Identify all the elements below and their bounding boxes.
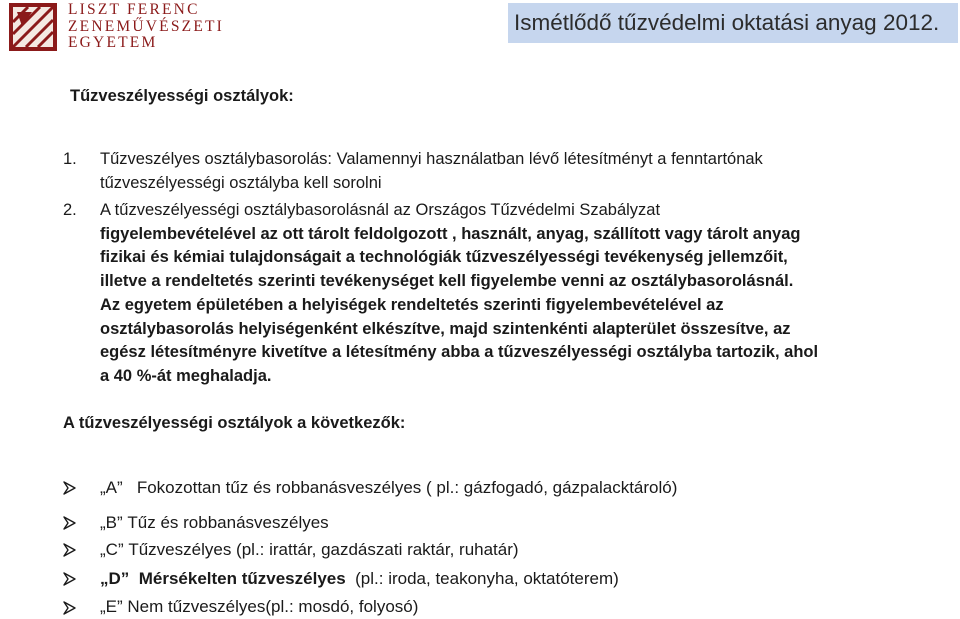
point-2-paragraph-line-1: Az egyetem épületében a helyiségek rendeltetés szerinti figyelembevételével az: [100, 296, 724, 314]
class-description-bold: Mérsékelten tűzveszélyes: [138, 569, 346, 588]
class-item-c: [100, 538, 519, 562]
class-description: Tűzveszélyes (pl.: irattár, gazdászati raktár, ruhatár): [128, 540, 519, 559]
point-2-bold-line-1: figyelembevételével az ott tárolt feldolgozott , használt, anyag, szállított vagy tárolt anyag: [100, 224, 801, 243]
university-crest-icon: [8, 2, 58, 52]
arrow-bullet-icon: [63, 481, 76, 495]
point-number-1: 1.: [63, 150, 77, 168]
arrow-bullet-icon: [63, 572, 76, 586]
point-1-line-2: tűzveszélyességi osztályba kell sorolni: [100, 173, 382, 192]
class-description: Fokozottan tűz és robbanásveszélyes ( pl.: gázfogadó, gázpalacktároló): [136, 478, 678, 497]
class-item-a: [100, 476, 677, 500]
point-2-text: [100, 199, 915, 293]
point-2-paragraph: [100, 294, 915, 388]
point-2-bold-line-2: fizikai és kémiai tulajdonságait a technológiák tűzveszélyességi tevékenység jellemzőit,: [100, 248, 788, 266]
point-number-2: 2.: [63, 201, 77, 219]
class-code: „D”: [100, 569, 130, 588]
class-item-b: [100, 511, 329, 535]
point-2-paragraph-line-4: a 40 %-át meghaladja.: [100, 366, 272, 385]
point-2-paragraph-line-2: osztálybasorolás helyiségenként elkészítve, majd szintenkénti alapterület összesítve, az: [100, 319, 791, 338]
class-item-e: [100, 595, 418, 619]
institution-name: [68, 2, 224, 52]
university-logo: [8, 2, 258, 54]
class-code: „C”: [100, 540, 124, 559]
arrow-bullet-icon: [63, 601, 76, 615]
class-description: Nem tűzveszélyes(pl.: mosdó, folyosó): [127, 597, 419, 616]
arrow-bullet-icon: [63, 516, 76, 530]
classes-heading: A tűzveszélyességi osztályok a következők:: [63, 414, 406, 432]
point-2-paragraph-line-3: egész létesítményre kivetítve a létesítmény abba a tűzveszélyességi osztályba tartozik, ahol: [100, 343, 819, 361]
class-code: „A”: [100, 478, 123, 497]
class-item-d: [100, 567, 619, 591]
class-code: „E”: [100, 597, 123, 616]
institution-line-3: EGYETEM: [68, 34, 158, 51]
institution-line-1: LISZT FERENC: [68, 1, 200, 18]
point-1-text: [100, 148, 915, 195]
section-title: Tűzveszélyességi osztályok:: [70, 87, 294, 105]
class-description: (pl.: iroda, teakonyha, oktatóterem): [355, 569, 619, 588]
point-1-line-1: Tűzveszélyes osztálybasorolás: Valamennyi használatban lévő létesítményt a fenntartónak: [100, 150, 763, 168]
point-2-intro-line: A tűzveszélyességi osztálybasorolásnál az Országos Tűzvédelmi Szabályzat: [100, 201, 661, 219]
class-code: „B”: [100, 513, 123, 532]
page-banner-title: Ismétlődő tűzvédelmi oktatási anyag 2012.: [508, 3, 958, 43]
point-2-bold-line-3: illetve a rendeltetés szerinti tevékenységet kell figyelembe venni az osztálybasorolásnál.: [100, 271, 794, 290]
arrow-bullet-icon: [63, 543, 76, 557]
class-description: Tűz és robbanásveszélyes: [127, 513, 329, 532]
institution-line-2: ZENEMŰVÉSZETI: [68, 17, 225, 35]
